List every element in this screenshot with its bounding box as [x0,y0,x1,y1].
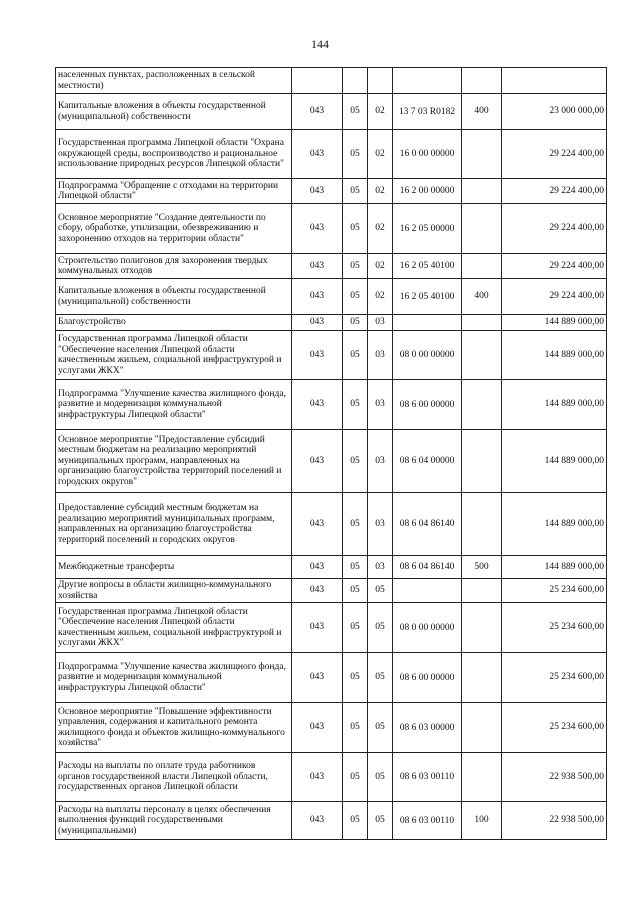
row-amount: 144 889 000,00 [502,331,607,380]
table-row [56,556,607,579]
row-subsection-code: 05 [368,579,393,603]
row-subsection-code: 03 [368,493,393,556]
row-expense-type [462,430,502,493]
row-target-article: 08 6 03 00110 [393,802,462,840]
row-name: Расходы на выплаты персоналу в целях обеспечения выполнения функций государственными (муниципальными) [56,802,292,840]
row-subsection-code: 05 [368,703,393,753]
row-name: Предоставление субсидий местным бюджетам на реализацию мероприятий муниципальных программ, направленных на организацию благоустройства территорий поселений и городских округов [56,493,292,556]
row-subsection-code: 03 [368,430,393,493]
row-section-code: 05 [343,204,368,254]
row-subsection-code: 03 [368,315,393,331]
page-number: 144 [311,37,329,51]
row-section-code: 05 [343,802,368,840]
row-ministry-code: 043 [292,254,343,279]
row-section-code: 05 [343,493,368,556]
row-target-article: 16 2 05 00000 [393,204,462,254]
row-name: Благоустройство [56,315,292,331]
table-row [56,331,607,380]
row-section-code: 05 [343,331,368,380]
row-name: Основное мероприятие "Предоставление субсидий местным бюджетам на реализацию мероприятий муниципальных программ, направленных на организацию благоустройства территорий поселений и городских округов" [56,430,292,493]
row-target-article: 08 6 03 00000 [393,703,462,753]
row-amount: 22 938 500,00 [502,802,607,840]
row-subsection-code: 02 [368,204,393,254]
row-expense-type [462,703,502,753]
row-ministry-code: 043 [292,380,343,430]
row-amount: 29 224 400,00 [502,179,607,204]
row-section-code: 05 [343,603,368,653]
row-amount: 144 889 000,00 [502,315,607,331]
row-ministry-code: 043 [292,703,343,753]
table-row [56,68,607,94]
row-ministry-code: 043 [292,556,343,579]
row-subsection-code: 03 [368,556,393,579]
row-amount [502,68,607,94]
row-ministry-code: 043 [292,204,343,254]
row-name: Основное мероприятие "Повышение эффективности управления, содержания и капитального ремонта жилищного фонда и объектов жилищно-коммунального хозяйства" [56,703,292,753]
row-ministry-code: 043 [292,753,343,802]
row-section-code: 05 [343,653,368,703]
row-ministry-code: 043 [292,430,343,493]
row-section-code: 05 [343,179,368,204]
row-section-code [343,68,368,94]
row-amount: 29 224 400,00 [502,254,607,279]
row-target-article [393,68,462,94]
row-name: Строительство полигонов для захоронения твердых коммунальных отходов [56,254,292,279]
row-target-article: 13 7 03 R0182 [393,94,462,130]
row-name: Межбюджетные трансферты [56,556,292,579]
row-section-code: 05 [343,579,368,603]
row-name: Государственная программа Липецкой области "Обеспечение населения Липецкой области качественным жильем, социальной инфраструктурой и услугами ЖКХ" [56,331,292,380]
row-expense-type [462,753,502,802]
row-expense-type [462,380,502,430]
row-amount: 144 889 000,00 [502,493,607,556]
row-subsection-code: 05 [368,603,393,653]
budget-table [55,67,607,840]
table-row [56,603,607,653]
row-target-article: 08 6 04 86140 [393,493,462,556]
row-section-code: 05 [343,130,368,179]
row-subsection-code: 05 [368,653,393,703]
row-ministry-code [292,68,343,94]
row-subsection-code: 02 [368,254,393,279]
table-row [56,579,607,603]
row-section-code: 05 [343,430,368,493]
row-amount: 25 234 600,00 [502,603,607,653]
row-subsection-code: 02 [368,94,393,130]
row-section-code: 05 [343,254,368,279]
row-name: Государственная программа Липецкой области "Обеспечение населения Липецкой области качественным жильем, социальной инфраструктурой и услугами ЖКХ" [56,603,292,653]
row-ministry-code: 043 [292,802,343,840]
row-subsection-code: 05 [368,802,393,840]
row-ministry-code: 043 [292,603,343,653]
row-ministry-code: 043 [292,579,343,603]
row-expense-type: 400 [462,94,502,130]
row-amount: 29 224 400,00 [502,204,607,254]
row-expense-type: 500 [462,556,502,579]
row-subsection-code [368,68,393,94]
row-section-code: 05 [343,380,368,430]
row-ministry-code: 043 [292,493,343,556]
row-name: Основное мероприятие "Создание деятельности по сбору, обработке, утилизации, обезвреживанию и захоронению отходов на территории области" [56,204,292,254]
row-ministry-code: 043 [292,331,343,380]
row-target-article [393,315,462,331]
row-name: Подпрограмма "Улучшение качества жилищного фонда, развитие и модернизация коммунальной инфраструктуры Липецкой области" [56,653,292,703]
row-target-article: 08 0 00 00000 [393,331,462,380]
row-expense-type [462,68,502,94]
table-row [56,703,607,753]
table-row [56,279,607,315]
table-row [56,493,607,556]
row-subsection-code: 02 [368,279,393,315]
row-amount: 144 889 000,00 [502,380,607,430]
row-target-article: 08 6 04 86140 [393,556,462,579]
row-target-article: 08 0 00 00000 [393,603,462,653]
table-row [56,430,607,493]
row-expense-type [462,653,502,703]
row-amount: 29 224 400,00 [502,130,607,179]
row-expense-type [462,579,502,603]
row-name: Государственная программа Липецкой области "Охрана окружающей среды, воспроизводство и рациональное использование природных ресурсов Липецкой области" [56,130,292,179]
row-section-code: 05 [343,315,368,331]
row-section-code: 05 [343,753,368,802]
table-row [56,204,607,254]
table-row [56,380,607,430]
row-section-code: 05 [343,94,368,130]
row-section-code: 05 [343,556,368,579]
table-row [56,179,607,204]
row-name: населенных пунктах, расположенных в сельской местности) [56,68,292,94]
row-subsection-code: 03 [368,380,393,430]
row-expense-type [462,179,502,204]
table-row [56,802,607,840]
row-section-code: 05 [343,703,368,753]
row-amount: 23 000 000,00 [502,94,607,130]
row-subsection-code: 05 [368,753,393,802]
row-amount: 25 234 600,00 [502,579,607,603]
row-target-article: 08 6 00 00000 [393,380,462,430]
table-row [56,753,607,802]
row-subsection-code: 02 [368,179,393,204]
row-expense-type [462,204,502,254]
row-amount: 144 889 000,00 [502,430,607,493]
row-target-article: 08 6 03 00110 [393,753,462,802]
row-name: Подпрограмма "Обращение с отходами на территории Липецкой области" [56,179,292,204]
row-expense-type [462,493,502,556]
row-name: Капитальные вложения в объекты государственной (муниципальной) собственности [56,279,292,315]
row-amount: 25 234 600,00 [502,703,607,753]
row-expense-type [462,331,502,380]
row-ministry-code: 043 [292,94,343,130]
row-name: Расходы на выплаты по оплате труда работников органов государственной власти Липецкой области, государственных органов Липецкой области [56,753,292,802]
row-expense-type [462,603,502,653]
row-target-article [393,579,462,603]
row-expense-type: 100 [462,802,502,840]
row-expense-type [462,315,502,331]
row-ministry-code: 043 [292,315,343,331]
row-name: Капитальные вложения в объекты государственной (муниципальной) собственности [56,94,292,130]
row-subsection-code: 02 [368,130,393,179]
row-target-article: 16 2 05 40100 [393,254,462,279]
table-row [56,315,607,331]
table-row [56,254,607,279]
row-target-article: 08 6 04 00000 [393,430,462,493]
row-subsection-code: 03 [368,331,393,380]
row-section-code: 05 [343,279,368,315]
row-amount: 22 938 500,00 [502,753,607,802]
row-name: Подпрограмма "Улучшение качества жилищного фонда, развитие и модернизация коммунальной инфраструктуры Липецкой области" [56,380,292,430]
row-ministry-code: 043 [292,279,343,315]
row-expense-type [462,130,502,179]
table-body [56,68,607,840]
table-row [56,94,607,130]
row-target-article: 08 6 00 00000 [393,653,462,703]
row-amount: 29 224 400,00 [502,279,607,315]
row-ministry-code: 043 [292,130,343,179]
table-row [56,653,607,703]
row-name: Другие вопросы в области жилищно-коммунального хозяйства [56,579,292,603]
row-ministry-code: 043 [292,179,343,204]
row-expense-type: 400 [462,279,502,315]
row-target-article: 16 2 00 00000 [393,179,462,204]
row-target-article: 16 0 00 00000 [393,130,462,179]
row-amount: 144 889 000,00 [502,556,607,579]
row-ministry-code: 043 [292,653,343,703]
row-target-article: 16 2 05 40100 [393,279,462,315]
row-expense-type [462,254,502,279]
table-row [56,130,607,179]
row-amount: 25 234 600,00 [502,653,607,703]
